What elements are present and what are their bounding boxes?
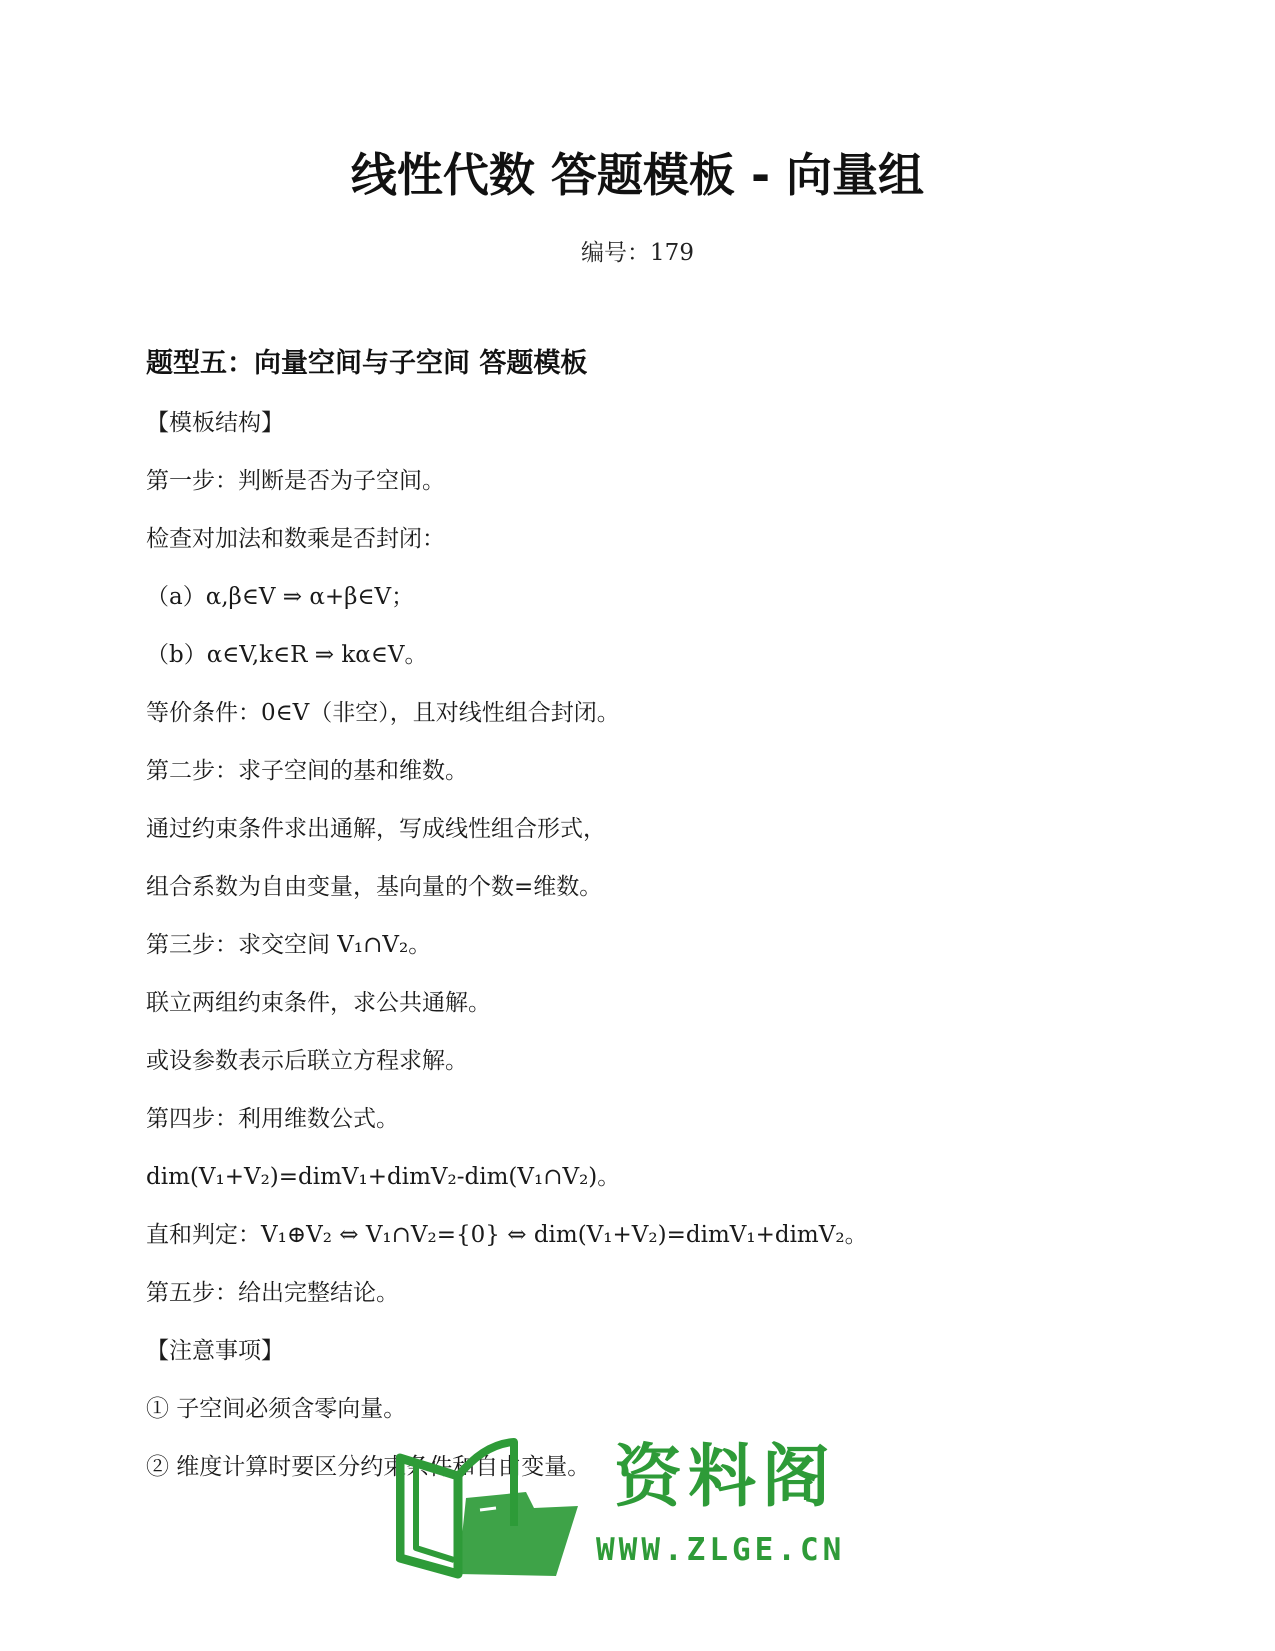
document-title: 线性代数 答题模板 - 向量组 bbox=[350, 148, 925, 202]
open-book-folder-icon bbox=[396, 1436, 586, 1586]
direct-sum-criterion: 直和判定：V₁⊕V₂ ⇔ V₁∩V₂={0} ⇔ dim(V₁+V₂)=dimV₁+dimV₂。 bbox=[146, 1222, 868, 1248]
closure-addition: （a）α,β∈V ⇒ α+β∈V； bbox=[146, 584, 415, 610]
dimension-note: 组合系数为自由变量，基向量的个数=维数。 bbox=[146, 874, 603, 900]
step-one: 第一步：判断是否为子空间。 bbox=[146, 468, 445, 494]
note-item-2: ② 维度计算时要区分约束条件和自由变量。 bbox=[146, 1454, 591, 1480]
watermark-url: WWW.ZLGE.CN bbox=[596, 1532, 846, 1568]
document-serial: 编号：179 bbox=[581, 240, 694, 266]
general-solution-note: 通过约束条件求出通解，写成线性组合形式， bbox=[146, 816, 606, 842]
equivalent-condition: 等价条件：0∈V（非空），且对线性组合封闭。 bbox=[146, 700, 620, 726]
closure-check: 检查对加法和数乘是否封闭： bbox=[146, 526, 445, 552]
step-four: 第四步：利用维数公式。 bbox=[146, 1106, 399, 1132]
note-item-1: ① 子空间必须含零向量。 bbox=[146, 1396, 407, 1422]
section-heading: 题型五：向量空间与子空间 答题模板 bbox=[146, 348, 588, 379]
closure-scalar: （b）α∈V,k∈R ⇒ kα∈V。 bbox=[146, 642, 428, 668]
watermark bbox=[396, 1436, 866, 1586]
intersection-note-1: 联立两组约束条件，求公共通解。 bbox=[146, 990, 491, 1016]
watermark-brand: 资料阁 bbox=[614, 1438, 837, 1517]
template-body bbox=[146, 405, 1146, 1507]
dimension-formula: dim(V₁+V₂)=dimV₁+dimV₂-dim(V₁∩V₂)。 bbox=[146, 1164, 621, 1190]
step-three: 第三步：求交空间 V₁∩V₂。 bbox=[146, 932, 432, 958]
intersection-note-2: 或设参数表示后联立方程求解。 bbox=[146, 1048, 468, 1074]
step-five: 第五步：给出完整结论。 bbox=[146, 1280, 399, 1306]
step-two: 第二步：求子空间的基和维数。 bbox=[146, 758, 468, 784]
notes-heading: 【注意事项】 bbox=[146, 1338, 284, 1364]
template-structure-heading: 【模板结构】 bbox=[146, 410, 284, 436]
